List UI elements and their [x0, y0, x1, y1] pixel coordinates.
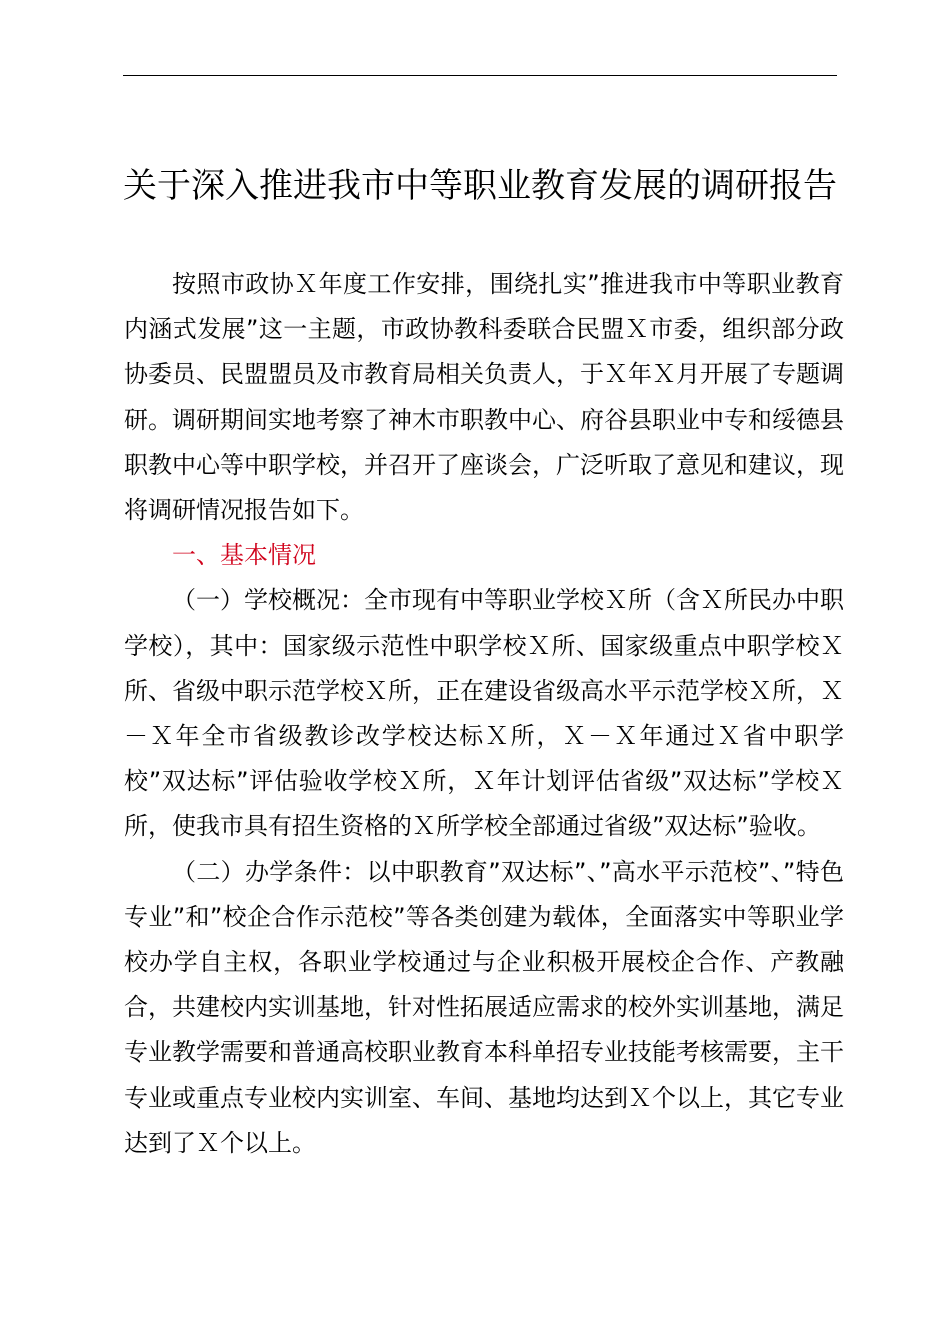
- section-paragraph-school-conditions: （二）办学条件：以中职教育”双达标”、”高水平示范校”、”特色专业”和”校企合作示范校”等各类创建为载体，全面落实中等职业学校办学自主权，各职业学校通过与企业积极开展校企合作、产教融合，共建校内实训基地，针对性拓展适应需求的校外实训基地，满足专业教学需要和普通高校职业教育本科单招专业技能考核需要，主干专业或重点专业校内实训室、车间、基地均达到Ｘ个以上，其它专业达到了Ｘ个以上。: [124, 857, 844, 1157]
- document-title: 关于深入推进我市中等职业教育发展的调研报告: [123, 165, 837, 206]
- intro-paragraph: 按照市政协Ｘ年度工作安排，围绕扎实”推进我市中等职业教育内涵式发展”这一主题，市政协教科委联合民盟Ｘ市委，组织部分政协委员、民盟盟员及市教育局相关负责人，于Ｘ年Ｘ月开展了专题调研。调研期间实地考察了神木市职教中心、府谷县职业中专和绥德县职教中心等中职学校，并召开了座谈会，广泛听取了意见和建议，现将调研情况报告如下。: [124, 270, 844, 525]
- section-heading: 一、基本情况: [172, 541, 316, 570]
- header-rule: [123, 75, 837, 76]
- document-body: [124, 262, 844, 1166]
- section-paragraph-school-overview: （一）学校概况：全市现有中等职业学校Ｘ所（含Ｘ所民办中职学校），其中：国家级示范性中职学校Ｘ所、国家级重点中职学校Ｘ所、省级中职示范学校Ｘ所，正在建设省级高水平示范学校Ｘ所，Ｘ－Ｘ年全市省级教诊改学校达标Ｘ所，Ｘ－Ｘ年通过Ｘ省中职学校”双达标”评估验收学校Ｘ所，Ｘ年计划评估省级”双达标”学校Ｘ所，使我市具有招生资格的Ｘ所学校全部通过省级”双达标”验收。: [124, 586, 844, 841]
